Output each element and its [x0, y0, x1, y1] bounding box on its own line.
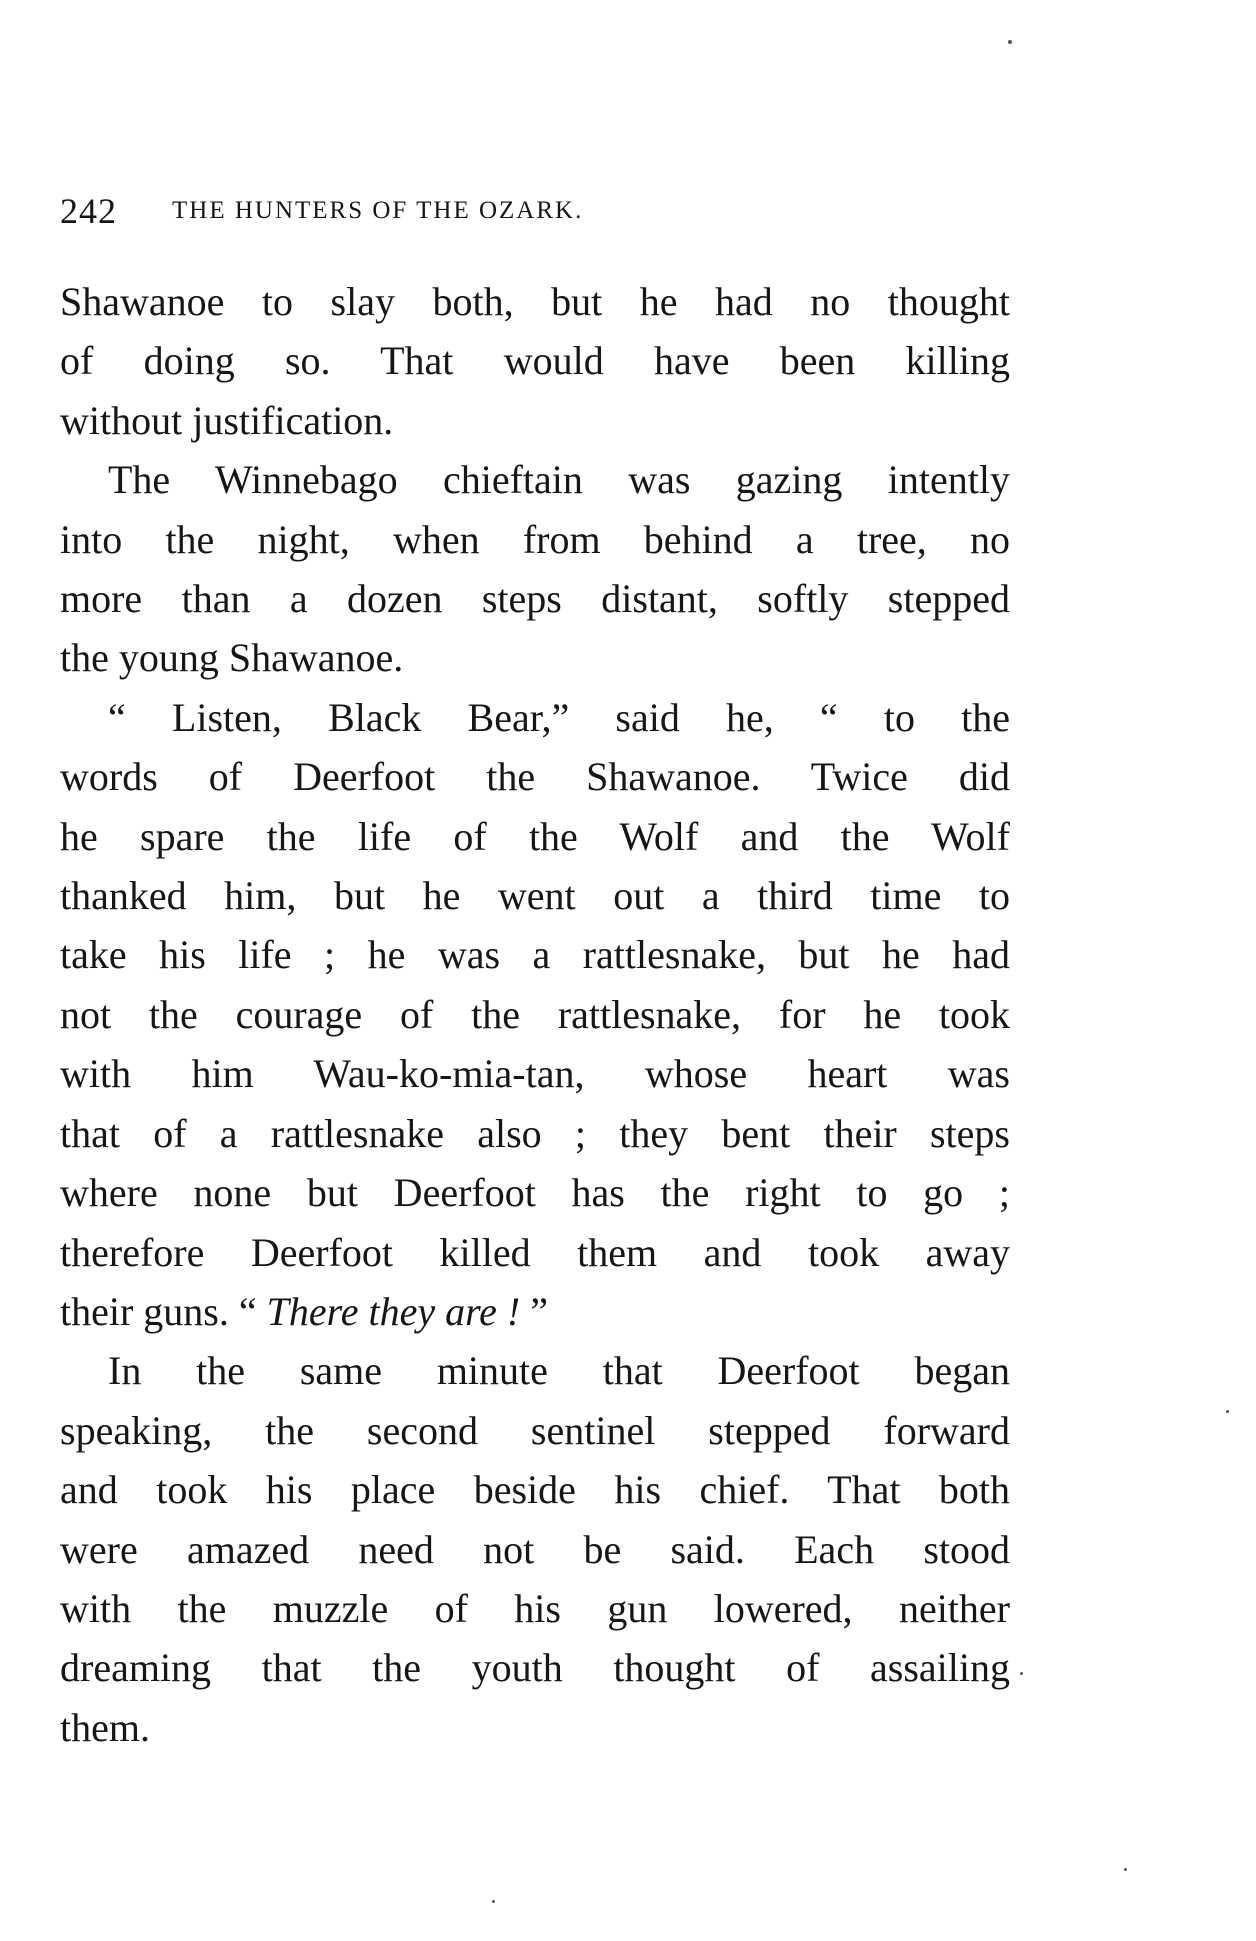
- text-line: where none but Deerfoot has the right to go ;: [60, 1170, 1010, 1216]
- text-line: into the night, when from behind a tree, no: [60, 516, 1010, 562]
- paragraph-1: [60, 272, 1010, 450]
- text-line: and took his place beside his chief. That both: [60, 1467, 1010, 1513]
- text-line: were amazed need not be said. Each stood: [60, 1526, 1010, 1572]
- text-line: “ Listen, Black Bear,” said he, “ to the: [108, 694, 1010, 740]
- text-line: take his life ; he was a rattlesnake, but he had: [60, 932, 1010, 978]
- paper-speck: [492, 1900, 495, 1903]
- text-line: therefore Deerfoot killed them and took away: [60, 1229, 1010, 1275]
- paragraph-4: [60, 1341, 1010, 1757]
- text-line: them.: [60, 1704, 150, 1750]
- text-line: the young Shawanoe.: [60, 635, 404, 681]
- text-line: of doing so. That would have been killing: [60, 338, 1010, 384]
- paper-speck: [1226, 1410, 1229, 1413]
- text-line: more than a dozen steps distant, softly stepped: [60, 576, 1010, 622]
- text-line: with him Wau-ko-mia-tan, whose heart was: [60, 1051, 1010, 1097]
- paper-speck: [1008, 40, 1012, 44]
- text-line: [60, 1282, 1010, 1341]
- running-title: THE HUNTERS OF THE OZARK.: [172, 197, 584, 224]
- text-line: In the same minute that Deerfoot began: [108, 1348, 1010, 1394]
- paragraph-2: [60, 450, 1010, 688]
- text-line: not the courage of the rattlesnake, for he took: [60, 991, 1010, 1037]
- paper-speck: [1020, 1672, 1023, 1675]
- text-line: dreaming that the youth thought of assailing: [60, 1645, 1010, 1691]
- running-head: [60, 186, 1010, 236]
- italic-quote: There they are !: [266, 1288, 521, 1334]
- text-line: he spare the life of the Wolf and the Wolf: [60, 813, 1010, 859]
- paper-speck: [1124, 1868, 1127, 1871]
- text-line: Shawanoe to slay both, but he had no thought: [60, 279, 1010, 324]
- text-line: that of a rattlesnake also ; they bent their steps: [60, 1110, 1010, 1156]
- body-text: [60, 272, 1010, 1757]
- text-line: speaking, the second sentinel stepped forward: [60, 1407, 1010, 1453]
- paragraph-3: [60, 688, 1010, 1341]
- page-number: 242: [60, 191, 117, 231]
- text-line: The Winnebago chieftain was gazing intently: [108, 457, 1010, 503]
- text-span: ”: [520, 1288, 549, 1334]
- text-line: thanked him, but he went out a third time to: [60, 873, 1010, 919]
- text-line: words of Deerfoot the Shawanoe. Twice did: [60, 754, 1010, 800]
- text-line: without justification.: [60, 397, 394, 443]
- text-line: with the muzzle of his gun lowered, neither: [60, 1585, 1010, 1631]
- text-span: their guns. “: [60, 1288, 267, 1334]
